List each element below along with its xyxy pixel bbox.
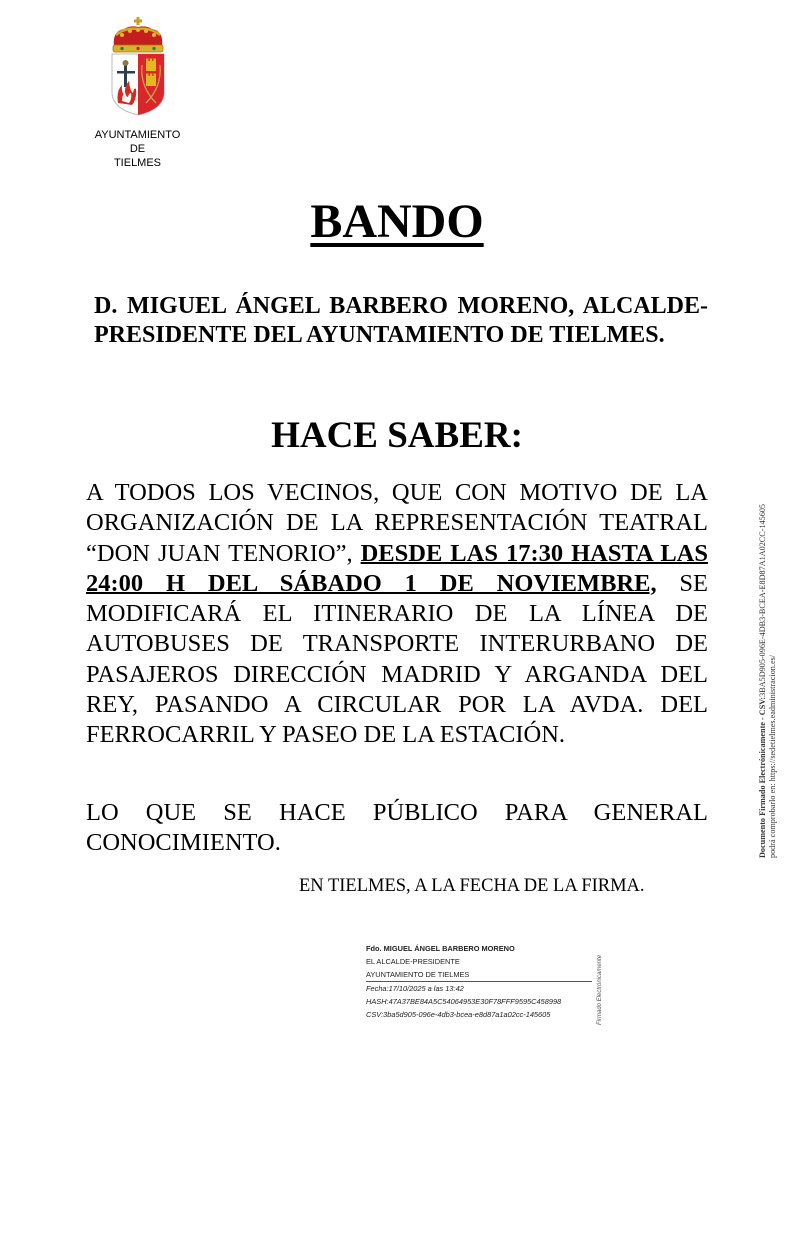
signature-hash: HASH:47A37BE84A5C54064953E30F78FFF9595C458998 xyxy=(366,997,562,1006)
org-line: AYUNTAMIENTO xyxy=(94,129,181,141)
coat-of-arms-icon xyxy=(108,17,168,117)
mayor-statement: D. MIGUEL ÁNGEL BARBERO MORENO, ALCALDE-PRESIDENTE DEL AYUNTAMIENTO DE TIELMES. xyxy=(94,293,708,348)
signer-role: EL ALCALDE-PRESIDENTE xyxy=(366,957,460,966)
closing-statement: LO QUE SE HACE PÚBLICO PARA GENERAL CONOCIMIENTO. xyxy=(86,799,708,857)
announcement-body xyxy=(86,478,708,751)
org-line: DE xyxy=(129,143,146,155)
margin-csv-line: Documento Firmado Electrónicamente - CSV:3BA5D905-096E-4DB3-BCEA-E8D87A1A02CC-145605 xyxy=(758,503,767,858)
schedule-highlight: DESDE LAS 17:30 HASTA LAS 24:00 H DEL SÁBADO 1 DE NOVIEMBRE, xyxy=(86,539,708,597)
signature-csv: CSV:3ba5d905-096e-4db3-bcea-e8d87a1a02cc-145605 xyxy=(366,1010,551,1019)
place-and-date: EN TIELMES, A LA FECHA DE LA FIRMA. xyxy=(299,876,645,896)
body-text-1: A TODOS LOS VECINOS, QUE CON MOTIVO DE LA ORGANIZACIÓN DE LA REPRESENTACIÓN TEATRAL “DON JUAN TENORIO”, xyxy=(86,479,708,567)
signer-entity: AYUNTAMIENTO DE TIELMES xyxy=(366,968,592,982)
body-text-2: SE MODIFICARÁ EL ITINERARIO DE LA LÍNEA DE AUTOBUSES DE TRANSPORTE INTERURBANO DE PASAJEROS DIRECCIÓN MADRID Y ARGANDA DEL REY, PASANDO A CIRCULAR POR LA AVDA. DEL FERROCARRIL Y PASEO DE LA ESTACIÓN. xyxy=(86,569,709,749)
margin-csv-code: 3BA5D905-096E-4DB3-BCEA-E8D87A1A02CC-145605 xyxy=(758,503,767,697)
electronic-signature-margin-note xyxy=(758,503,788,1258)
signature-date: Fecha:17/10/2025 a las 13:42 xyxy=(366,984,464,993)
margin-verify-link[interactable]: podrá comprobarlo en: https://sedetielmes.eadministracion.es/ xyxy=(768,654,777,858)
document-title: BANDO xyxy=(310,195,484,248)
signature-block xyxy=(366,942,592,1021)
signer-name: Fdo. MIGUEL ÁNGEL BARBERO MORENO xyxy=(366,944,515,953)
org-line: TIELMES xyxy=(113,157,162,169)
announce-heading: HACE SABER: xyxy=(271,415,523,456)
municipality-name xyxy=(80,128,195,170)
signature-side-label: Firmado Electrónicamente xyxy=(597,954,603,1025)
